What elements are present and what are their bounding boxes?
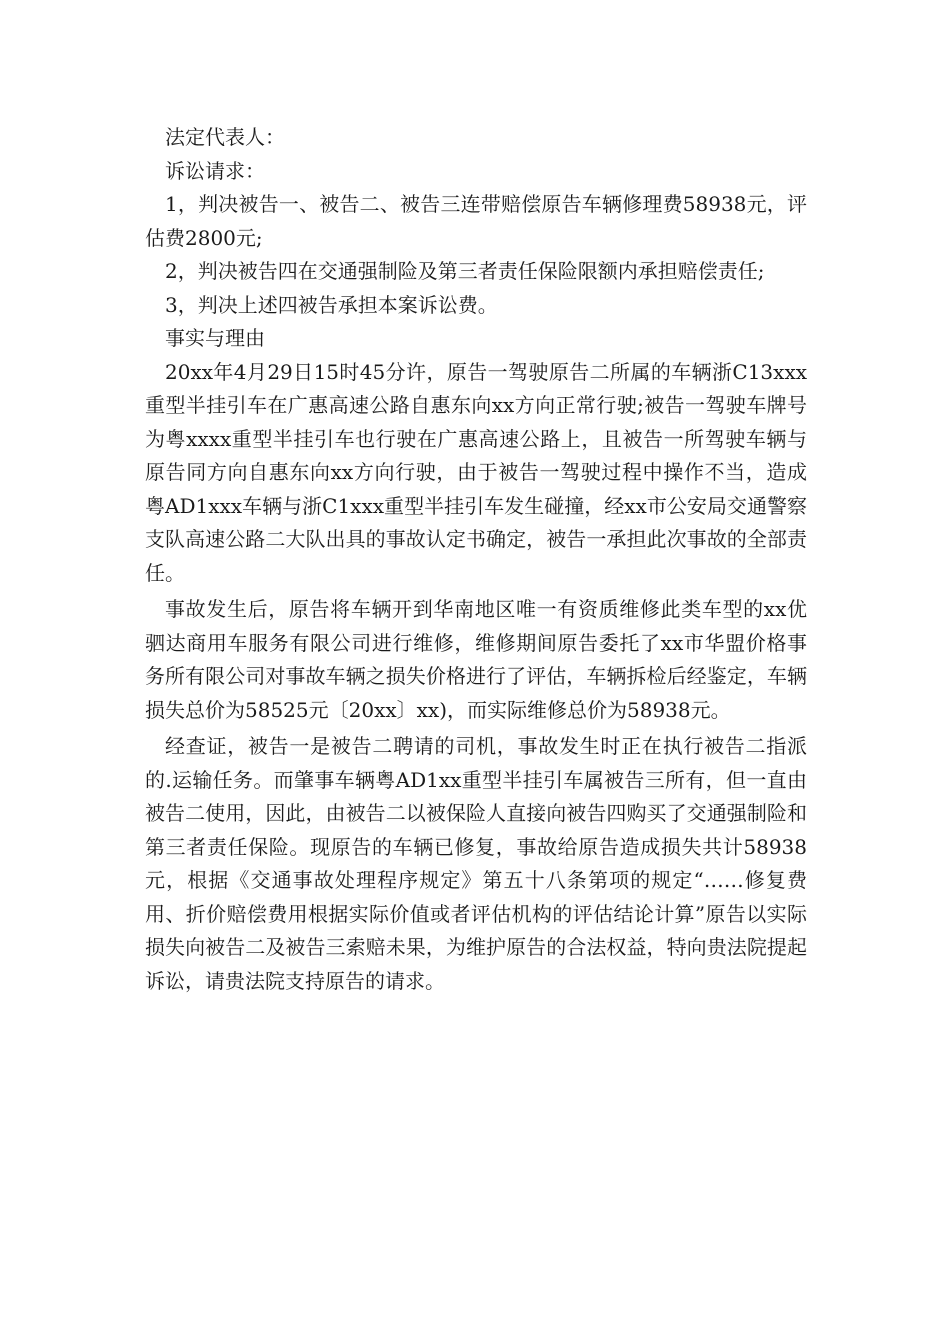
claim-item-3: 3，判决上述四被告承担本案诉讼费。 (165, 292, 498, 317)
claim-item-1: 1，判决被告一、被告二、被告三连带赔偿原告车辆修理费58938元，评估费2800元; (145, 192, 807, 250)
claims-heading: 诉讼请求： (165, 158, 265, 183)
facts-heading: 事实与理由 (165, 326, 265, 350)
facts-paragraph-accident: 20xx年4月29日15时45分许，原告一驾驶原告二所属的车辆浙C13xxx重型半挂引车在广惠高速公路自惠东向xx方向正常行驶;被告一驾驶车牌号为粤xxxx重型半挂引车也行驶在广惠高速公路上，且被告一所驾驶车辆与原告同方向自惠东向xx方向行驶，由于被告一驾驶过程中操作不当，造成粤AD1xxx车辆与浙C1xxx重型半挂引车发生碰撞，经xx市公安局交通警察支队高速公路二大队出具的事故认定书确定，被告一承担此次事故的全部责任。 (145, 359, 807, 585)
facts-paragraph-verification: 经查证，被告一是被告二聘请的司机，事故发生时正在执行被告二指派的.运输任务。而肇事车辆粤AD1xx重型半挂引车属被告三所有，但一直由被告二使用，因此，由被告二以被保险人直接向被告四购买了交通强制险和第三者责任保险。现原告的车辆已修复，事故给原告造成损失共计58938元，根据《交通事故处理程序规定》第五十八条第项的规定“……修复费用、折价赔偿费用根据实际价值或者评估机构的评估结论计算”原告以实际损失向被告二及被告三索赔未果，为维护原告的合法权益，特向贵法院提起诉讼，请贵法院支持原告的请求。 (145, 734, 807, 993)
claim-item-2: 2，判决被告四在交通强制险及第三者责任保险限额内承担赔偿责任; (165, 259, 765, 283)
facts-paragraph-repair: 事故发生后，原告将车辆开到华南地区唯一有资质维修此类车型的xx优驷达商用车服务有限公司进行维修，维修期间原告委托了xx市华盟价格事务所有限公司对事故车辆之损失价格进行了评估，车辆拆检后经鉴定，车辆损失总价为58525元〔20xx〕xx)，而实际维修总价为58938元。 (145, 597, 807, 722)
legal-representative-line: 法定代表人： (165, 125, 285, 149)
document-body (145, 121, 807, 998)
